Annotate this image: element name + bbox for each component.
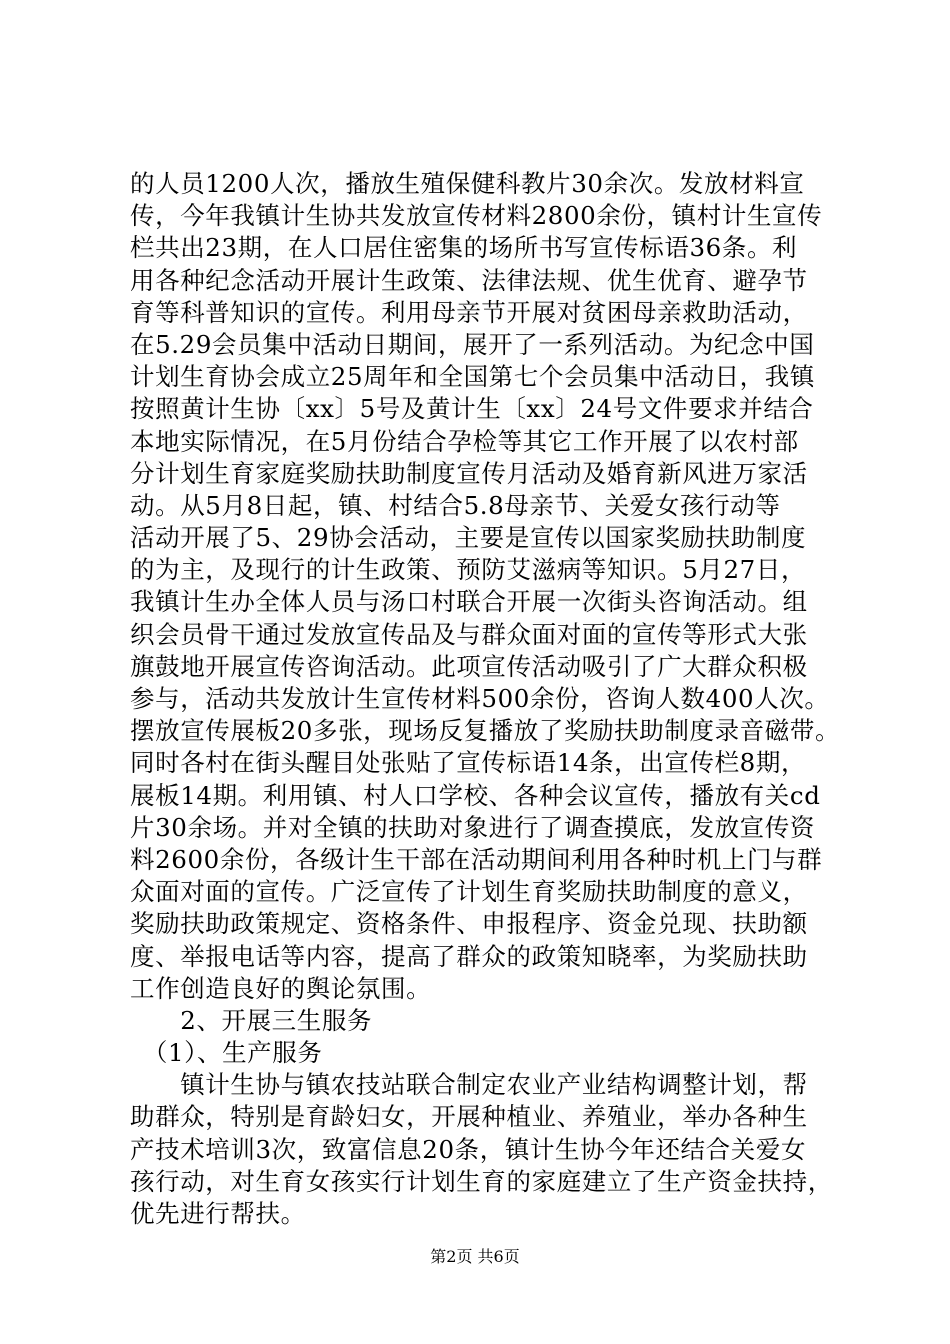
text-line: 奖励扶助政策规定、资格条件、申报程序、资金兑现、扶助额 xyxy=(130,909,808,939)
text-line: 孩行动，对生育女孩实行计划生育的家庭建立了生产资金扶持， xyxy=(130,1166,833,1196)
text-line: 活动开展了5、29协会活动，主要是宣传以国家奖励扶助制度 xyxy=(130,523,807,553)
body-text xyxy=(130,168,841,1230)
text-line: 助群众，特别是育龄妇女，开展种植业、养殖业，举办各种生 xyxy=(130,1102,808,1132)
text-line: 动。从5月8日起，镇、村结合5.8母亲节、关爱女孩行动等 xyxy=(130,490,781,520)
text-line: 的为主，及现行的计生政策、预防艾滋病等知识。5月27日， xyxy=(130,555,807,585)
text-line: 优先进行帮扶。 xyxy=(130,1199,306,1228)
text-line: 旗鼓地开展宣传咨询活动。此项宣传活动吸引了广大群众积极 xyxy=(130,651,808,681)
page-number-footer: 第2页 共6页 xyxy=(430,1247,520,1266)
text-line: 片30余场。并对全镇的扶助对象进行了调查摸底，发放宣传资 xyxy=(130,812,815,842)
text-line: 料2600余份，各级计生干部在活动期间利用各种时机上门与群 xyxy=(130,844,823,874)
text-line: 育等科普知识的宣传。利用母亲节开展对贫困母亲救助活动， xyxy=(130,297,808,327)
text-line: 的人员1200人次，播放生殖保健科教片30余次。发放材料宣 xyxy=(130,169,805,198)
text-line: 计划生育协会成立25周年和全国第七个会员集中活动日，我镇 xyxy=(130,362,815,392)
text-line: 摆放宣传展板20多张，现场反复播放了奖励扶助制度录音磁带。 xyxy=(130,716,841,746)
text-line: 展板14期。利用镇、村人口学校、各种会议宣传，播放有关cd xyxy=(130,780,821,810)
text-line: 在5.29会员集中活动日期间，展开了一系列活动。为纪念中国 xyxy=(130,329,815,359)
text-line: 分计划生育家庭奖励扶助制度宣传月活动及婚育新风进万家活 xyxy=(130,458,808,488)
text-line: 按照黄计生协〔xx〕5号及黄计生〔xx〕24号文件要求并结合 xyxy=(130,394,814,424)
text-line: 栏共出23期，在人口居住密集的场所书写宣传标语36条。利 xyxy=(130,233,798,263)
text-line: 我镇计生办全体人员与汤口村联合开展一次街头咨询活动。组 xyxy=(130,587,808,617)
text-line: 众面对面的宣传。广泛宣传了计划生育奖励扶助制度的意义， xyxy=(130,877,808,907)
text-line: 同时各村在街头醒目处张贴了宣传标语14条，出宣传栏8期， xyxy=(130,748,807,778)
text-line: 参与，活动共发放计生宣传材料500余份，咨询人数400人次。 xyxy=(130,684,830,713)
section-heading: 2、开展三生服务 xyxy=(130,1005,373,1035)
text-line: 产技术培训3次，致富信息20条，镇计生协今年还结合关爱女 xyxy=(130,1134,807,1164)
text-line: 传，今年我镇计生协共发放宣传材料2800余份，镇村计生宣传 xyxy=(130,201,823,231)
subsection-heading: （1）、生产服务 xyxy=(130,1038,323,1068)
text-line: 本地实际情况，在5月份结合孕检等其它工作开展了以农村部 xyxy=(130,426,799,456)
text-line: 度、举报电话等内容，提高了群众的政策知晓率，为奖励扶助 xyxy=(130,941,808,971)
text-line: 工作创造良好的舆论氛围。 xyxy=(130,973,432,1003)
text-line: 织会员骨干通过发放宣传品及与群众面对面的宣传等形式大张 xyxy=(130,619,808,649)
text-line: 用各种纪念活动开展计生政策、法律法规、优生优育、避孕节 xyxy=(130,265,808,295)
text-line: 镇计生协与镇农技站联合制定农业产业结构调整计划，帮 xyxy=(130,1070,808,1100)
